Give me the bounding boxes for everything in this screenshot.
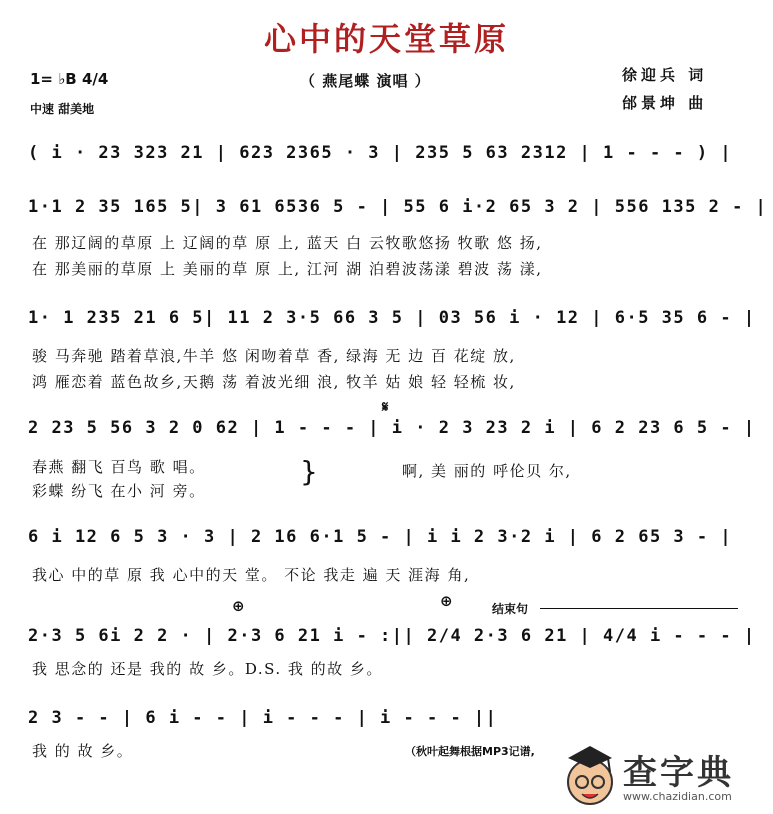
score-line-2 [28,197,768,227]
lyric-line: 我 思念的 还是 我的 故 乡。D.S. 我 的故 乡。 [32,660,383,678]
lyric-line: 我心 中的草 原 我 心中的天 堂。 不论 我走 遍 天 涯海 角, [32,566,471,584]
lyric-verse-1: 骏 马奔驰 踏着草浪,牛羊 悠 闲吻着草 香, 绿海 无 边 百 花绽 放, [32,347,516,365]
score-line-5 [28,527,742,557]
transcription-note: （秋叶起舞根据MP3记谱, [405,745,535,758]
notation: 2 23 5 56 3 2 0 62 | 1 - - - | i · 2 3 23 2 i | 6 2 23 6 5 - | [28,418,756,438]
notation: 6 i 12 6 5 3 · 3 | 2 16 6·1 5 - | i i 2 3·2 i | 6 2 65 3 - | [28,527,733,547]
watermark-logo [560,740,773,814]
lyric-chorus: 啊, 美 丽的 呼伦贝 尔, [402,462,572,480]
lyricist-credit: 徐迎兵 词 [622,66,708,84]
composer-credit: 邰景坤 曲 [622,94,708,112]
score-line-4 [28,418,756,448]
ending-label: 结束句 [492,602,529,616]
lyric-verse-2: 在 那美丽的草原 上 美丽的草 原 上, 江河 湖 泊碧波荡漾 碧波 荡 漾, [32,260,543,278]
score-line-6 [28,626,756,656]
tempo-marking: 中速 甜美地 [30,102,95,116]
notation: 2 3 - - | 6 i - - | i - - - | i - - - || [28,708,498,728]
ending-bracket [540,608,738,609]
score-line-7 [28,708,742,738]
notation: 1· 1 235 21 6 5| 11 2 3·5 66 3 5 | 03 56 i · 12 | 6·5 35 6 - | [28,308,756,328]
notation: 2·3 5 6i 2 2 · | 2·3 6 21 i - :|| 2/4 2·3 6 21 | 4/4 i - - - | [28,626,756,646]
lyric-verse-2: 鸿 雁恋着 蓝色故乡,天鹅 荡 着波光细 浪, 牧羊 姑 娘 轻 轻梳 妆, [32,373,516,391]
lyric-verse-2: 彩蝶 纷飞 在小 河 旁。 [32,482,206,500]
singer-label: （ 燕尾蝶 演唱 ） [300,72,431,90]
score-line-3 [28,308,756,338]
key-signature: 1= ♭B 4/4 [30,70,109,88]
lyric-verse-1: 在 那辽阔的草原 上 辽阔的草 原 上, 蓝天 白 云牧歌悠扬 牧歌 悠 扬, [32,234,543,252]
notation: ( i · 23 323 21 | 623 2365 · 3 | 235 5 63 2312 | 1 - - - ) | [28,143,733,163]
brace-icon: } [300,455,318,488]
watermark-text: 查字典 [623,753,734,793]
score-line-1 [28,143,742,173]
coda-icon: ⊕ [440,592,453,610]
notation: 1·1 2 35 165 5| 3 61 6536 5 - | 55 6 i·2 65 3 2 | 556 135 2 - | [28,197,768,217]
lyric-line: 我 的 故 乡。 [32,742,134,760]
watermark-url: www.chazidian.com [623,790,732,803]
song-title: 心中的天堂草原 [263,20,509,58]
coda-icon: ⊕ [232,597,245,615]
lyric-verse-1: 春燕 翻飞 百鸟 歌 唱。 [32,458,206,476]
segno-icon: 𝄋 [382,398,389,416]
mascot-icon [560,742,620,812]
